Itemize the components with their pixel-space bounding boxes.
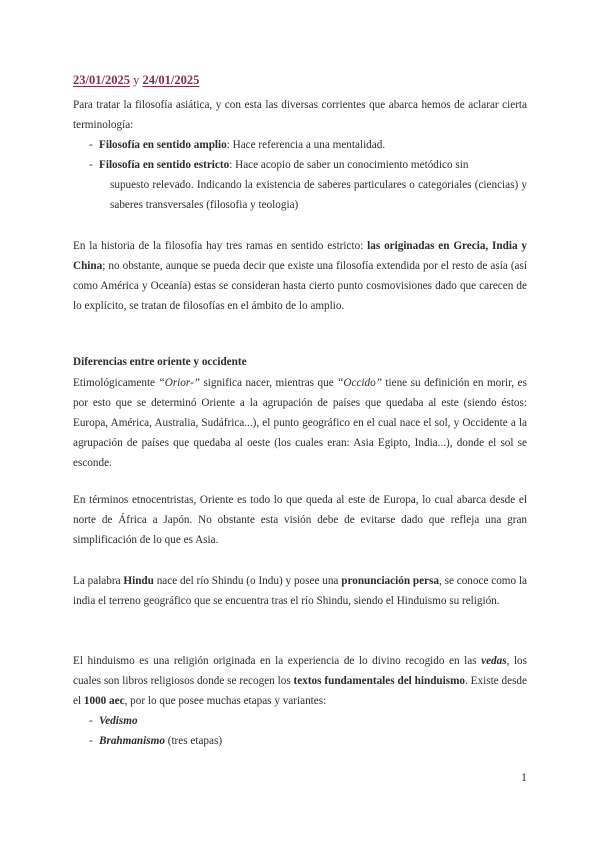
three-branches: las originadas en Grecia, India y China bbox=[73, 240, 528, 272]
list-item-term1: - Filosofía en sentido amplio: Hace referencia a una mentalidad. bbox=[89, 139, 386, 151]
date-heading bbox=[73, 73, 199, 88]
history-paragraph: En la historia de la filosofía hay tres ramas en sentido estricto: las originadas en Grecia, India y China; no obstante, aunque se pueda decir que existe una filosofía extendida por el resto de asía (así como América y Oceanía) estas se consideran hasta cierto punto cosmovisiones dado que carecen de lo explícito, se tratan de filosofías en el ámbito de lo amplio. bbox=[73, 240, 528, 312]
list-item-brahmanismo: - Brahmanismo (tres etapas) bbox=[89, 735, 223, 747]
date-separator: y bbox=[133, 73, 140, 87]
date-1: 23/01/2025 bbox=[73, 73, 130, 87]
etymology-paragraph: Etimológicamente “Orior-” significa nacer, mientras que “Occido” tiene su definición en morir, es por esto que se determinó Oriente a la agrupación de países que quedaba al este (siendo éstos: Europa, América, Australia, Sudáfrica...), el punto geográfico en el cual nace el sol, y Occidente a la agrupación de países que quedaba al oeste (los cuales eran: Asia Egipto, India...), donde el sol se esconde. bbox=[73, 377, 527, 469]
persian-pronunciation: pronunciación persa bbox=[341, 575, 439, 587]
brahmanismo-note: (tres etapas) bbox=[164, 735, 223, 747]
brahmanismo-label: Brahmanismo bbox=[99, 735, 165, 747]
term2-continuation: supuesto relevado. Indicando la existencia de saberes particulares o categoriales (ciencias) y saberes transversales (filosofia y teologia) bbox=[110, 179, 527, 211]
list-item-vedismo: - Vedismo bbox=[89, 715, 138, 727]
ethnocentric-paragraph: En términos etnocentristas, Oriente es todo lo que queda al este de Europa, lo cual abarca desde el norte de África a Japón. No obstante esta visión debe de evitarse dado que refleja una gran simplificación de lo que es Asia. bbox=[73, 494, 527, 546]
term1-text: : Hace referencia a una mentalidad. bbox=[226, 139, 386, 151]
term2-label: Filosofía en sentido estricto bbox=[99, 159, 230, 171]
orior-term: “Orior-” bbox=[158, 377, 200, 389]
list-item-term2: - Filosofía en sentido estricto: Hace acopio de saber un conocimiento metódico sin supuesto relevado. Indicando la existencia de saberes particulares o categoriales (ciencias) y saberes transversales (filosofia y teologia) bbox=[89, 155, 527, 215]
vedismo-label: Vedismo bbox=[99, 715, 138, 727]
date-1000aec: 1000 aec bbox=[83, 695, 125, 707]
page-number: 1 bbox=[521, 770, 527, 784]
term2-text: : Hace acopio de saber un conocimiento metódico sin bbox=[229, 159, 469, 171]
intro-paragraph: Para tratar la filosofía asiática, y con esta las diversas corrientes que abarca hemos de aclarar cierta terminología: bbox=[73, 99, 527, 131]
term1-label: Filosofía en sentido amplio bbox=[99, 139, 227, 151]
occido-term: “Occido” bbox=[337, 377, 382, 389]
hinduism-paragraph: El hinduismo es una religión originada en la experiencia de lo divino recogido en las vedas, los cuales son libros religiosos donde se recogen los textos fundamentales del hinduismo. Existe desde el 1000 aec, por lo que posee muchas etapas y variantes: bbox=[73, 655, 527, 707]
hindu-word: Hindu bbox=[123, 575, 154, 587]
vedas-term: vedas bbox=[481, 655, 507, 667]
fundamental-texts: textos fundamentales del hinduismo bbox=[293, 675, 466, 687]
date-2: 24/01/2025 bbox=[142, 73, 200, 87]
hindu-paragraph: La palabra Hindu nace del río Shindu (o Indu) y posee una pronunciación persa, se conoce como la india el terreno geográfico que se encuentra tras el río Shindu, siendo el Hinduismo su religión. bbox=[73, 575, 528, 607]
section-heading: Diferencias entre oriente y occidente bbox=[73, 356, 247, 368]
